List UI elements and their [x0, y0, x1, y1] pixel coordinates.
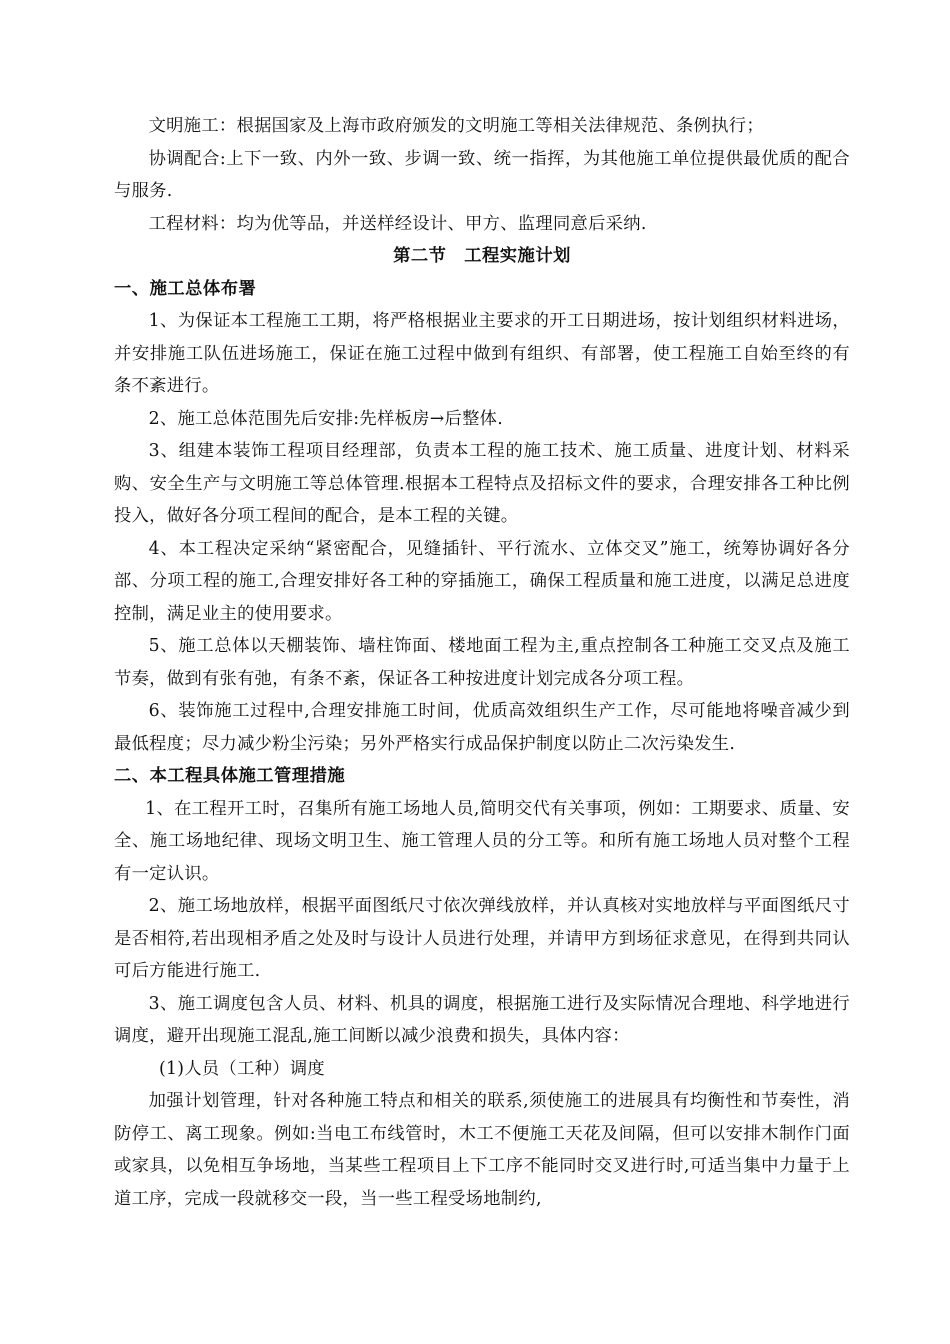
- part1-item-2: 2、施工总体范围先后安排:先样板房→后整体.: [148, 408, 504, 429]
- part1-item-4: 4、本工程决定采纳“紧密配合，见缝插针、平行流水、立体交叉”施工，统筹协调好各分部、分项工程的施工,合理安排好各工种的穿插施工，确保工程质量和施工进度，以满足总进度控制，满足业主的使用要求。: [114, 538, 850, 624]
- part1-item-6: 6、装饰施工过程中,合理安排施工时间，优质高效组织生产工作，尽可能地将噪音减少到最低程度；尽力减少粉尘污染；另外严格实行成品保护制度以防止二次污染发生.: [114, 701, 850, 754]
- part1-heading: 一、施工总体布署: [114, 278, 257, 299]
- part2-item-2: 2、施工场地放样，根据平面图纸尺寸依次弹线放样，并认真核对实地放样与平面图纸尺寸是否相符,若出现相矛盾之处及时与设计人员进行处理，并请甲方到场征求意见，在得到共同认可后方能进行施工.: [114, 896, 850, 981]
- part2-item-3: 3、施工调度包含人员、材料、机具的调度，根据施工进行及实际情况合理地、科学地进行调度，避开出现施工混乱,施工间断以减少浪费和损失，具体内容：: [114, 993, 850, 1046]
- part1-item-3: 3、组建本装饰工程项目经理部，负责本工程的施工技术、施工质量、进度计划、材料采购、安全生产与文明施工等总体管理.根据本工程特点及招标文件的要求，合理安排各工种比例投入，做好各分项工程间的配合，是本工程的关键。: [114, 441, 850, 526]
- document-page: [114, 110, 850, 1215]
- part1-item-5: 5、施工总体以天棚装饰、墙柱饰面、楼地面工程为主,重点控制各工种施工交叉点及施工节奏，做到有张有弛，有条不紊，保证各工种按进度计划完成各分项工程。: [114, 636, 850, 689]
- paragraph-coordination: 协调配合:上下一致、内外一致、步调一致、统一指挥，为其他施工单位提供最优质的配合与服务.: [114, 148, 850, 201]
- part2-sub-heading: (1)人员（工种）调度: [158, 1058, 325, 1079]
- part2-sub-paragraph: 加强计划管理，针对各种施工特点和相关的联系,须使施工的进展具有均衡性和节奏性，消防停工、离工现象。例如:当电工布线管时，木工不便施工天花及间隔，但可以安排木制作门面或家具，以免相互争场地，当某些工程项目上下工序不能同时交叉进行时,可适当集中力量于上道工序，完成一段就移交一段，当一些工程受场地制约,: [114, 1091, 850, 1209]
- paragraph-civilized-construction: 文明施工：根据国家及上海市政府颁发的文明施工等相关法律规范、条例执行；: [148, 116, 764, 136]
- part1-item-1: 1、为保证本工程施工工期，将严格根据业主要求的开工日期进场，按计划组织材料进场，并安排施工队伍进场施工，保证在施工过程中做到有组织、有部署，使工程施工自始至终的有条不紊进行。: [114, 311, 850, 396]
- paragraph-materials: 工程材料：均为优等品，并送样经设计、甲方、监理同意后采纳.: [148, 213, 647, 234]
- part2-heading: 二、本工程具体施工管理措施: [114, 766, 346, 786]
- part2-item-1: 1、在工程开工时，召集所有施工场地人员,简明交代有关事项，例如：工期要求、质量、安全、施工场地纪律、现场文明卫生、施工管理人员的分工等。和所有施工场地人员对整个工程有一定认识。: [114, 798, 850, 884]
- section-title: 第二节 工程实施计划: [393, 246, 571, 266]
